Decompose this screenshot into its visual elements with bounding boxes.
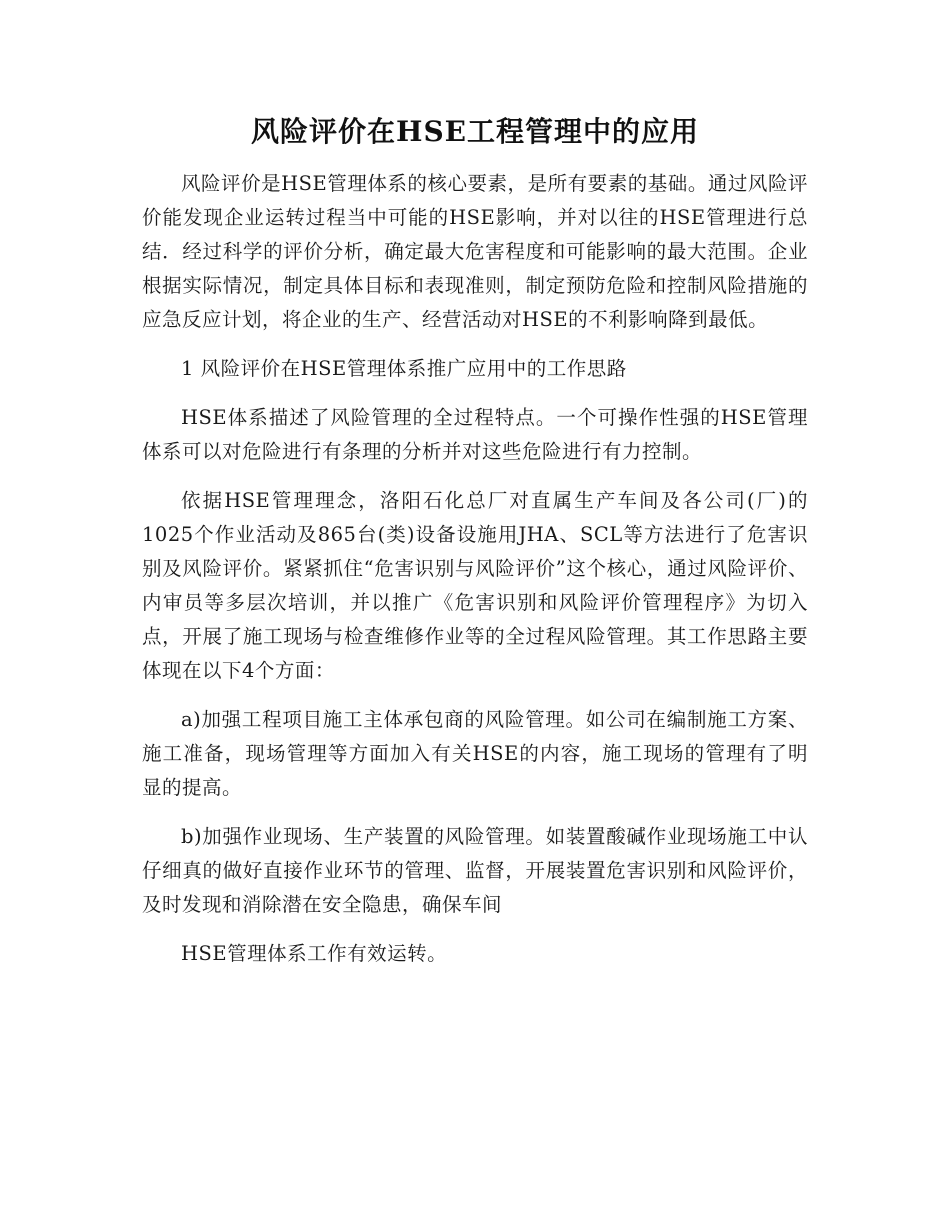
paragraph-intro: 风险评价是HSE管理体系的核心要素，是所有要素的基础。通过风险评价能发现企业运转过程当中可能的HSE影响，并对以往的HSE管理进行总结．经过科学的评价分析，确定最大危害程度和可能影响的最大范围。企业根据实际情况，制定具体目标和表现准则，制定预防危险和控制风险措施的应急反应计划，将企业的生产、经营活动对HSE的不利影响降到最低。 [142, 172, 808, 331]
paragraph-continuation: HSE管理体系工作有效运转。 [181, 942, 448, 965]
document-body [142, 167, 808, 986]
section-heading-1: 1 风险评价在HSE管理体系推广应用中的工作思路 [181, 357, 627, 380]
paragraph-hse-description: HSE体系描述了风险管理的全过程特点。一个可操作性强的HSE管理体系可以对危险进行有条理的分析并对这些危险进行有力控制。 [142, 406, 808, 463]
document-title: 风险评价在HSE工程管理中的应用 [250, 115, 700, 148]
paragraph-item-a: a)加强工程项目施工主体承包商的风险管理。如公司在编制施工方案、施工准备，现场管理等方面加入有关HSE的内容，施工现场的管理有了明显的提高。 [142, 708, 808, 799]
paragraph-luoyang-practice: 依据HSE管理理念，洛阳石化总厂对直属生产车间及各公司(厂)的1025个作业活动及865台(类)设备设施用JHA、SCL等方法进行了危害识别及风险评价。紧紧抓住“危害识别与风险评价”这个核心，通过风险评价、内审员等多层次培训，并以推广《危害识别和风险评价管理程序》为切入点，开展了施工现场与检查维修作业等的全过程风险管理。其工作思路主要体现在以下4个方面： [142, 489, 808, 682]
paragraph-item-b: b)加强作业现场、生产装置的风险管理。如装置酸碱作业现场施工中认仔细真的做好直接作业环节的管理、监督，开展装置危害识别和风险评价，及时发现和消除潜在安全隐患，确保车间 [142, 825, 808, 916]
